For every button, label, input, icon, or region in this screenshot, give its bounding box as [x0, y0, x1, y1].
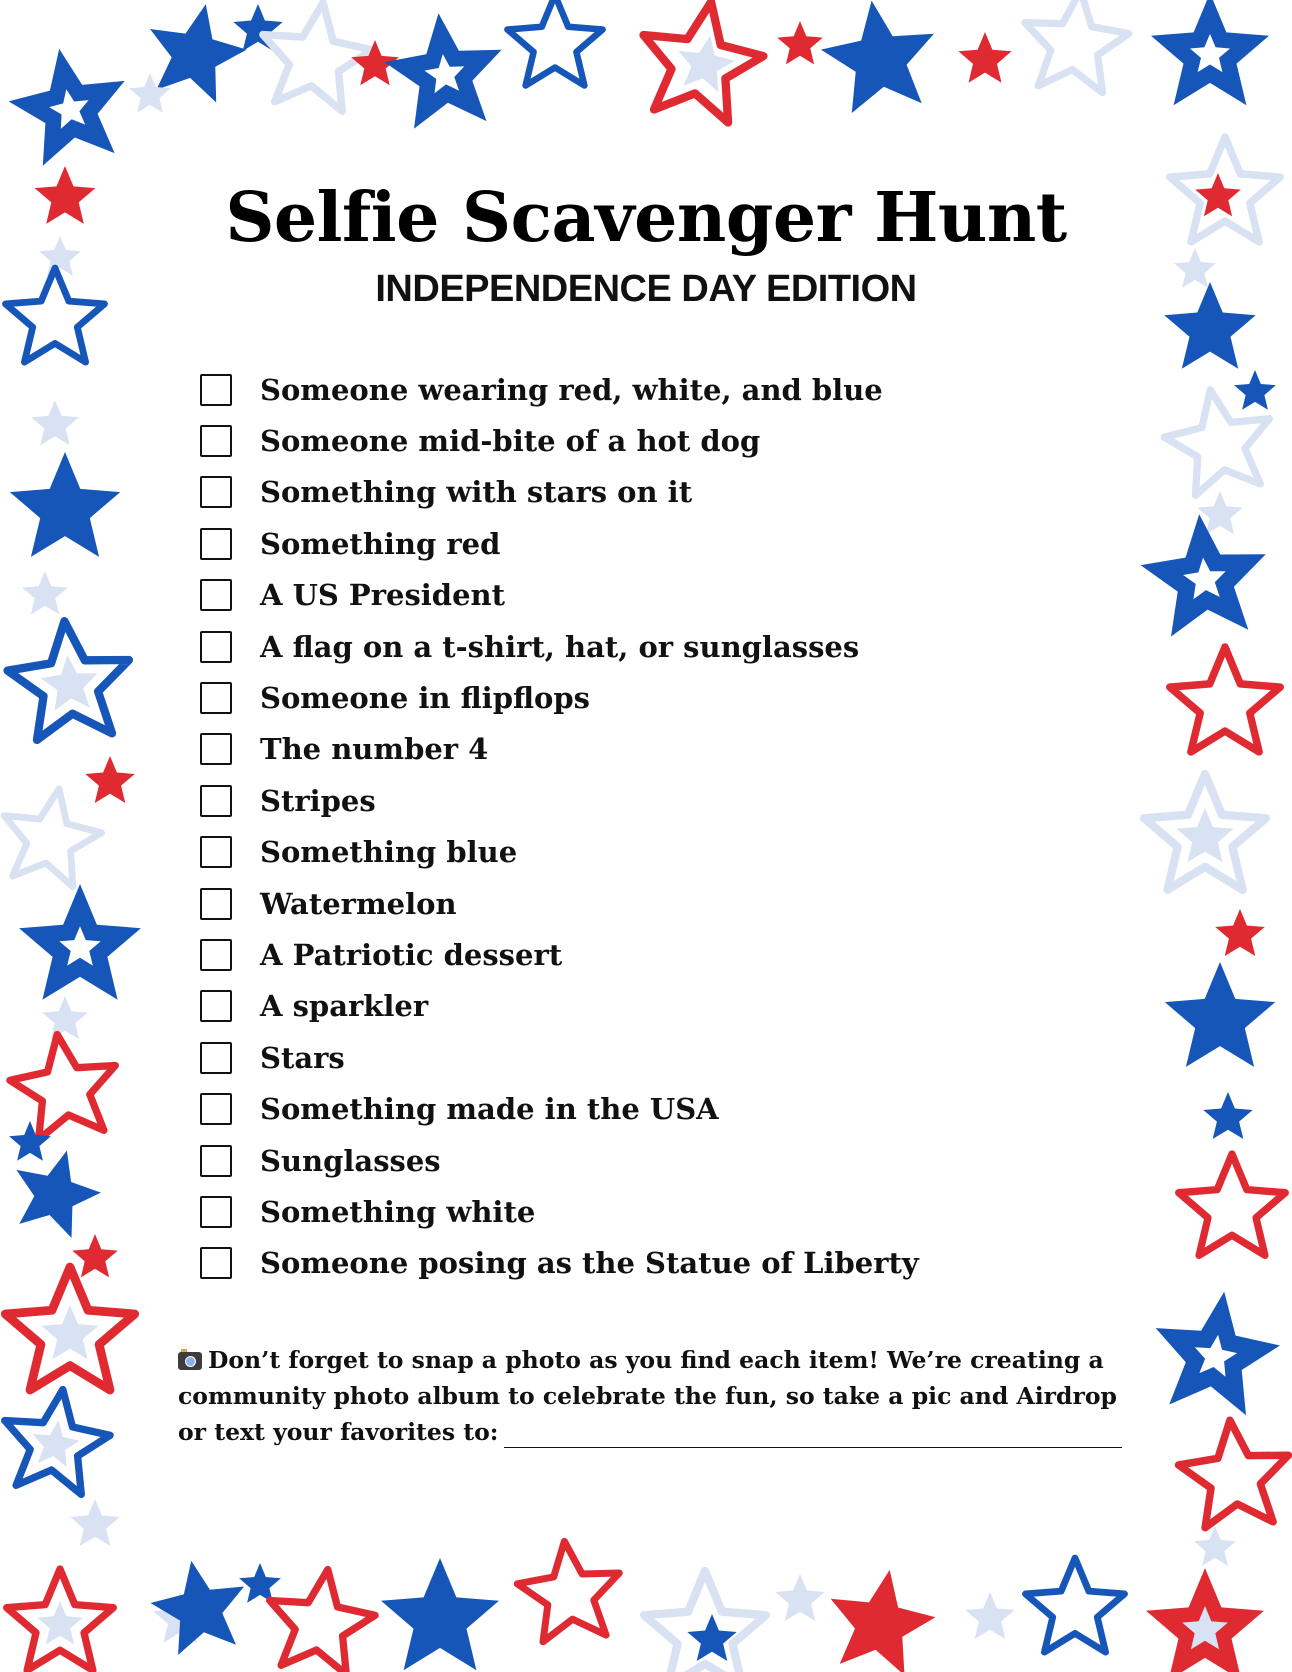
star-icon	[517, 1541, 619, 1642]
star-icon	[644, 1571, 766, 1672]
star-icon	[85, 756, 134, 803]
checklist-item[interactable]	[200, 364, 1100, 415]
checkbox[interactable]	[200, 733, 232, 765]
checklist-item[interactable]	[200, 1083, 1100, 1134]
star-icon	[507, 0, 602, 86]
checklist-item-label: The number 4	[260, 732, 489, 767]
star-icon	[1165, 390, 1270, 495]
checkbox[interactable]	[200, 1093, 232, 1125]
star-icon	[1025, 0, 1129, 93]
star-icon	[270, 1570, 375, 1672]
checklist-item[interactable]	[200, 775, 1100, 826]
checklist-item[interactable]	[200, 570, 1100, 621]
note-line: community photo album to celebrate the fun, so take a pic and Airdrop	[178, 1382, 1117, 1410]
star-icon	[965, 1592, 1014, 1639]
checklist-item-label: Sunglasses	[260, 1143, 441, 1178]
checklist-item[interactable]	[200, 415, 1100, 466]
star-icon	[958, 32, 1011, 83]
note-text-line-3: or text your favorites to:	[178, 1418, 499, 1446]
checklist-item-label: A flag on a t-shirt, hat, or sunglasses	[260, 629, 860, 664]
star-icon	[4, 789, 101, 887]
checklist-item-label: Something white	[260, 1194, 536, 1229]
checklist-item-label: Someone in flipflops	[260, 681, 591, 716]
checklist-item-label: Something red	[260, 526, 501, 561]
checkbox[interactable]	[200, 1247, 232, 1279]
star-icon	[1234, 370, 1276, 410]
checkbox[interactable]	[200, 1196, 232, 1228]
star-icon	[42, 996, 88, 1039]
star-icon	[821, 1, 934, 113]
star-icon	[22, 571, 68, 614]
checkbox[interactable]	[200, 682, 232, 714]
checkbox[interactable]	[200, 836, 232, 868]
star-icon	[1170, 647, 1280, 752]
checklist-item-label: Someone wearing red, white, and blue	[260, 372, 883, 407]
star-icon	[1165, 962, 1275, 1067]
camera-icon	[178, 1352, 202, 1370]
checklist-item[interactable]	[200, 1186, 1100, 1237]
checklist-item-label: Someone mid-bite of a hot dog	[260, 424, 761, 459]
checkbox[interactable]	[200, 476, 232, 508]
checklist-item[interactable]	[200, 1135, 1100, 1186]
checklist-item-label: Watermelon	[260, 886, 457, 921]
checklist-item[interactable]	[200, 929, 1100, 980]
star-icon	[831, 1570, 936, 1672]
checkbox[interactable]	[200, 631, 232, 663]
checklist-item[interactable]	[200, 981, 1100, 1032]
checklist-item[interactable]	[200, 724, 1100, 775]
scavenger-checklist	[200, 364, 1100, 1289]
star-icon	[1026, 1558, 1125, 1652]
star-icon	[775, 1574, 824, 1621]
checklist-item-label: A Patriotic dessert	[260, 937, 563, 972]
star-icon	[263, 3, 372, 112]
checkbox[interactable]	[200, 425, 232, 457]
checklist-item-label: Something made in the USA	[260, 1092, 719, 1127]
star-icon	[1194, 1526, 1236, 1566]
checklist-item-label: Something with stars on it	[260, 475, 693, 510]
checklist-item[interactable]	[200, 518, 1100, 569]
checklist-item-label: Someone posing as the Statue of Liberty	[260, 1246, 919, 1281]
checklist-item[interactable]	[200, 878, 1100, 929]
note-line	[178, 1414, 1128, 1450]
star-icon	[16, 1151, 101, 1238]
checkbox[interactable]	[200, 1042, 232, 1074]
star-icon	[10, 1035, 115, 1140]
checkbox[interactable]	[200, 939, 232, 971]
star-icon	[1179, 1420, 1289, 1528]
checklist-item[interactable]	[200, 467, 1100, 518]
fill-in-blank-line[interactable]	[504, 1423, 1122, 1448]
checkbox[interactable]	[200, 785, 232, 817]
note-line	[178, 1342, 1128, 1378]
star-icon	[1203, 1092, 1252, 1139]
checklist-item-label: A sparkler	[260, 989, 429, 1024]
page-subtitle: INDEPENDENCE DAY EDITION	[375, 268, 917, 310]
checklist-item-label: Stripes	[260, 783, 376, 818]
checklist-item[interactable]	[200, 621, 1100, 672]
star-icon	[10, 452, 120, 557]
checklist-item[interactable]	[200, 1032, 1100, 1083]
checkbox[interactable]	[200, 1145, 232, 1177]
checkbox[interactable]	[200, 888, 232, 920]
checkbox[interactable]	[200, 374, 232, 406]
star-icon	[381, 1558, 499, 1670]
star-icon	[70, 1499, 119, 1546]
checklist-item[interactable]	[200, 827, 1100, 878]
star-icon	[1215, 909, 1264, 956]
page-title: Selfie Scavenger Hunt	[225, 178, 1067, 258]
star-icon	[1179, 1154, 1286, 1255]
checklist-item-label: A US President	[260, 578, 506, 613]
note-text-line-1: Don’t forget to snap a photo as you find each item! We’re creating a	[208, 1346, 1104, 1374]
checklist-item-label: Something blue	[260, 835, 518, 870]
checklist-item[interactable]	[200, 672, 1100, 723]
checklist-item-label: Stars	[260, 1040, 345, 1075]
checkbox[interactable]	[200, 528, 232, 560]
star-icon	[72, 1234, 118, 1277]
star-icon	[777, 21, 823, 64]
checkbox[interactable]	[200, 579, 232, 611]
star-icon	[239, 1563, 281, 1603]
checklist-item[interactable]	[200, 1238, 1100, 1289]
checkbox[interactable]	[200, 990, 232, 1022]
star-icon	[31, 400, 79, 445]
photo-note	[178, 1342, 1128, 1450]
